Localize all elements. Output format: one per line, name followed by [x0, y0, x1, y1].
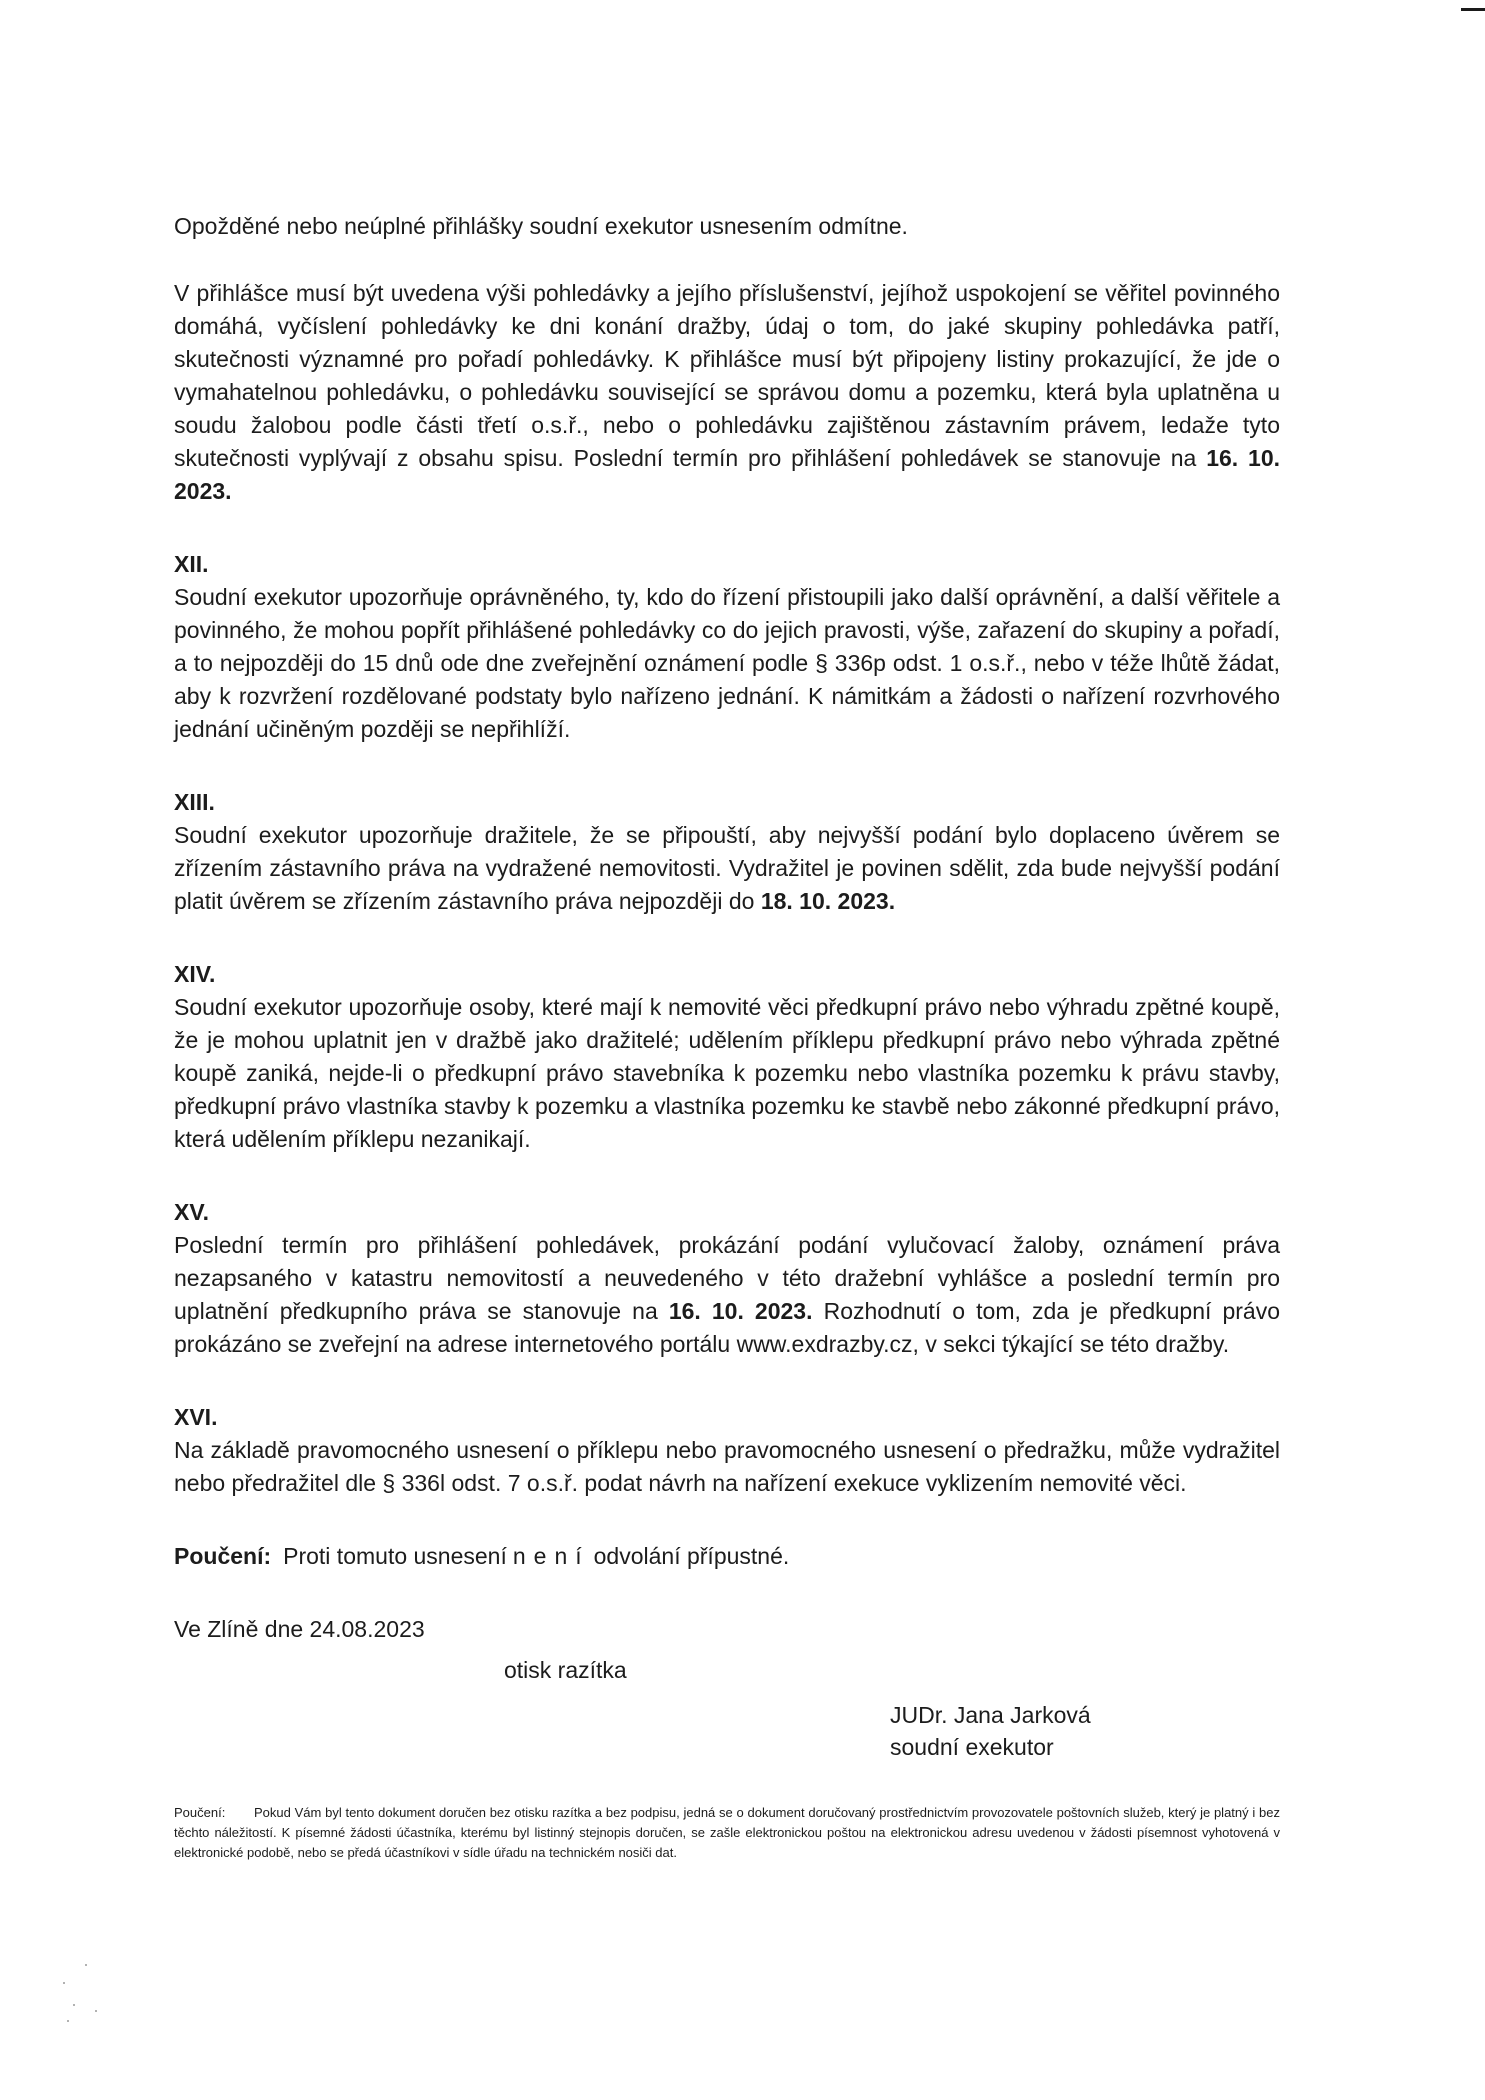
section-xv-text-before: Poslední termín pro přihlášení pohledávek, prokázání podání vylučovací žaloby, oznámení práva nezapsaného v katastru nemovitostí a neuvedeného v této dražební vyhlášce a poslední termín pro uplatnění předkupního práva se stanovuje na	[174, 1232, 1280, 1324]
section-xii-heading: XII.	[174, 551, 209, 577]
footnote-label: Poučení:	[174, 1805, 226, 1820]
claim-requirements-text: V přihlášce musí být uvedena výši pohledávky a jejího příslušenství, jejíhož uspokojení se věřitel povinného domáhá, vyčíslení pohledávky ke dni konání dražby, údaj o tom, do jaké skupiny pohledávka patří, skutečnosti významné pro pořadí pohledávky. K přihlášce musí být připojeny listiny prokazující, že jde o vymahatelnou pohledávku, o pohledávku související se správou domu a pozemku, která byla uplatněna u soudu žalobou podle části třetí o.s.ř., nebo o pohledávku zajištěnou zástavním právem, ledaže tyto skutečnosti vyplývají z obsahu spisu. Poslední termín pro přihlášení pohledávek se stanovuje na	[174, 280, 1280, 471]
scan-speck	[63, 1982, 65, 1984]
section-xiv-heading: XIV.	[174, 961, 216, 987]
section-xv	[174, 1196, 1280, 1361]
scan-speck	[67, 2020, 69, 2022]
section-xii-text: Soudní exekutor upozorňuje oprávněného, ty, kdo do řízení přistoupili jako další oprávnění, a další věřitele a povinného, že mohou popřít přihlášené pohledávky co do jejich pravosti, výše, zařazení do skupiny a pořadí, a to nejpozději do 15 dnů ode dne zveřejnění oznámení podle § 336p odst. 1 o.s.ř., nebo v téže lhůtě žádat, aby k rozvržení rozdělované podstaty bylo nařízeno jednání. K námitkám a žádosti o nařízení rozvrhového jednání učiněným později se nepřihlíží.	[174, 584, 1280, 742]
section-xiii-text: Soudní exekutor upozorňuje dražitele, že se připouští, aby nejvyšší podání bylo doplaceno úvěrem se zřízením zástavního práva na vydražené nemovitosti. Vydražitel je povinen sdělit, zda bude nejvyšší podání platit úvěrem se zřízením zástavního práva nejpozději do	[174, 822, 1280, 914]
document-page	[174, 210, 1280, 1876]
signer-name: JUDr. Jana Jarková	[890, 1702, 1091, 1728]
section-xiv-text: Soudní exekutor upozorňuje osoby, které mají k nemovité věci předkupní právo nebo výhradu zpětné koupě, že je mohou uplatnit jen v dražbě jako dražitelé; udělením příklepu předkupní právo nebo výhrada zpětné koupě zaniká, nejde-li o předkupní právo stavebníka k pozemku nebo vlastníka pozemku k právu stavby, předkupní právo vlastníka stavby k pozemku a vlastníka pozemku ke stavbě nebo zákonné předkupní právo, která udělením příklepu nezanikají.	[174, 994, 1280, 1152]
section-xiv	[174, 958, 1280, 1156]
footnote	[174, 1803, 1280, 1863]
paragraph-claim-requirements	[174, 277, 1280, 508]
footnote-text: Pokud Vám byl tento dokument doručen bez otisku razítka a bez podpisu, jedná se o dokument doručovaný prostřednictvím provozovatele poštovních služeb, který je platný i bez těchto náležitostí. K písemné žádosti účastníka, kterému byl listinný stejnopis doručen, se zašle elektronickou poštou na elektronickou adresu uvedenou v žádosti písemnost vyhotovená v elektronické podobě, nebo se předá účastníkovi v sídle úřadu na technickém nosiči dat.	[174, 1805, 1280, 1860]
appeal-notice-text-end: odvolání přípustné.	[593, 1543, 790, 1569]
appeal-notice	[174, 1540, 1280, 1573]
section-xiii-heading: XIII.	[174, 789, 215, 815]
section-xvi-text: Na základě pravomocného usnesení o příklepu nebo pravomocného usnesení o předražku, může vydražitel nebo předražitel dle § 336l odst. 7 o.s.ř. podat návrh na nařízení exekuce vyklizením nemovité věci.	[174, 1437, 1280, 1496]
stamp-placeholder: otisk razítka	[504, 1657, 627, 1683]
section-xvi-heading: XVI.	[174, 1404, 218, 1430]
signer-role: soudní exekutor	[890, 1734, 1054, 1760]
scan-speck	[73, 2004, 75, 2006]
appeal-notice-spaced-word: není	[512, 1543, 590, 1569]
signature-block	[890, 1699, 1280, 1763]
paragraph-intro: Opožděné nebo neúplné přihlášky soudní exekutor usnesením odmítne.	[174, 213, 908, 239]
scan-specks	[55, 1960, 115, 2030]
section-xiii	[174, 786, 1280, 918]
scan-speck	[85, 1964, 87, 1966]
section-xii	[174, 548, 1280, 746]
section-xv-paragraph	[174, 1229, 1280, 1361]
scan-corner-mark	[1461, 8, 1485, 11]
section-xv-date: 16. 10. 2023.	[668, 1298, 813, 1324]
section-xiii-paragraph	[174, 819, 1280, 918]
place-and-date: Ve Zlíně dne 24.08.2023	[174, 1616, 425, 1642]
section-xv-heading: XV.	[174, 1199, 209, 1225]
claim-deadline-date: 16. 10. 2023.	[174, 445, 1280, 504]
appeal-notice-text-start: Proti tomuto usnesení	[283, 1543, 507, 1569]
section-xiii-date: 18. 10. 2023.	[760, 888, 896, 914]
section-xvi	[174, 1401, 1280, 1500]
appeal-notice-label: Poučení:	[174, 1543, 272, 1569]
section-xv-text-after: Rozhodnutí o tom, zda je předkupní právo prokázáno se zveřejní na adrese internetového portálu www.exdrazby.cz, v sekci týkající se této dražby.	[174, 1298, 1280, 1357]
scan-speck	[95, 2010, 97, 2012]
